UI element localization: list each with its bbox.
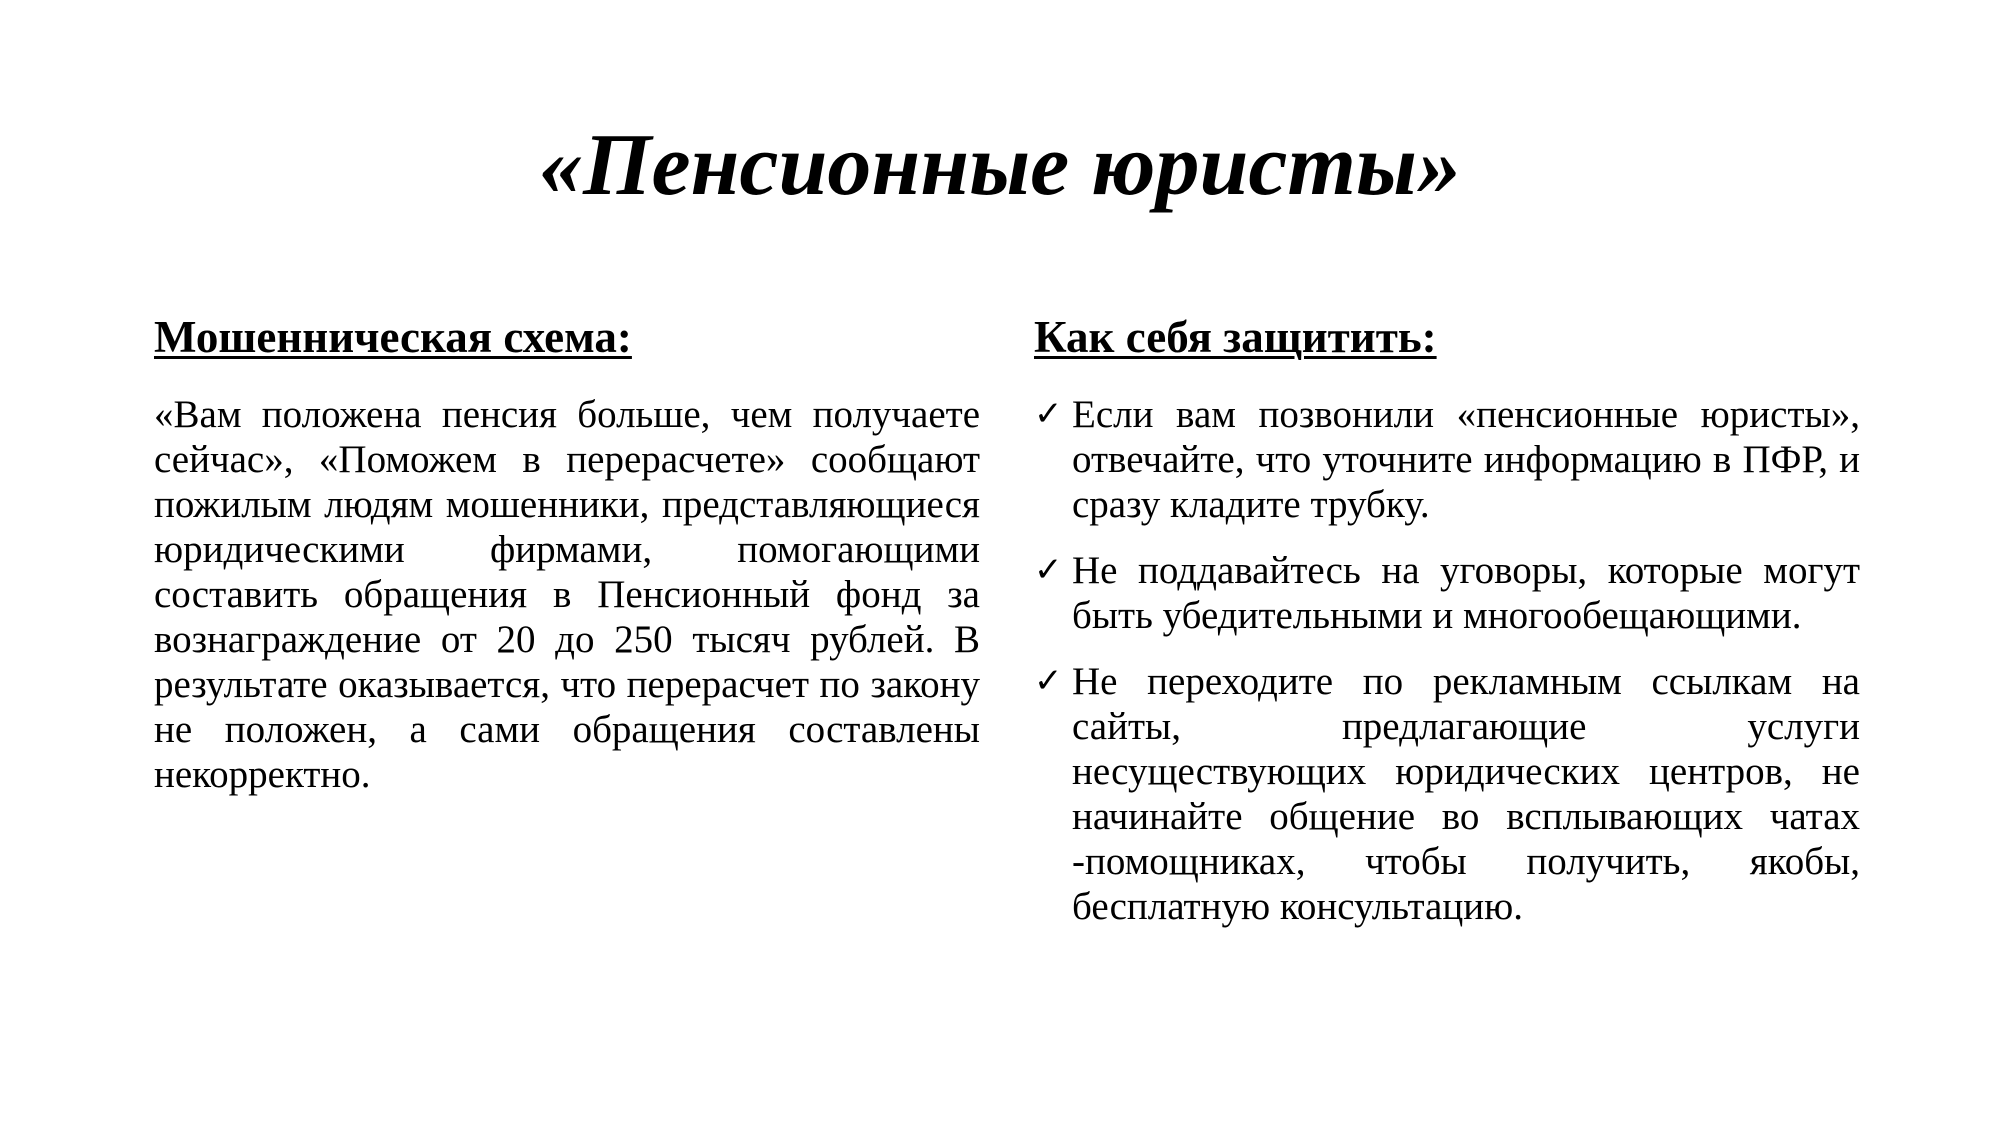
- fraud-scheme-heading: Мошенническая схема:: [154, 312, 632, 362]
- list-item: [1034, 392, 1860, 527]
- page-title: «Пенсионные юристы»: [539, 117, 1461, 214]
- protection-heading: Как себя защитить:: [1034, 312, 1437, 362]
- checkmark-icon: ✓: [1034, 660, 1063, 701]
- tip-text: Не поддавайтесь на уговоры, которые могут быть убедительными и многообещающими.: [1072, 548, 1860, 637]
- list-item: [1034, 659, 1860, 929]
- protection-tips-list: [1034, 392, 1860, 929]
- fraud-scheme-section: [154, 312, 980, 797]
- tip-text: Не переходите по рекламным ссылкам на сайты, предлагающие услуги несуществующих юридических центров, не начинайте общение во всплывающих чатах -помощниках, чтобы получить, якобы, бесплатную консультацию.: [1072, 659, 1860, 928]
- checkmark-icon: ✓: [1034, 393, 1063, 434]
- tip-text: Если вам позвонили «пенсионные юристы», отвечайте, что уточните информацию в ПФР, и сразу кладите трубку.: [1072, 392, 1860, 526]
- checkmark-icon: ✓: [1034, 549, 1063, 590]
- fraud-scheme-description: «Вам положена пенсия больше, чем получаете сейчас», «Поможем в перерасчете» сообщают пожилым людям мошенники, представляющиеся юридическими фирмами, помогающими составить обращения в Пенсионный фонд за вознаграждение от 20 до 250 тысяч рублей. В результате оказывается, что перерасчет по закону не положен, а сами обращения составлены некорректно.: [154, 392, 980, 796]
- protection-section: [1034, 312, 1860, 950]
- list-item: [1034, 548, 1860, 638]
